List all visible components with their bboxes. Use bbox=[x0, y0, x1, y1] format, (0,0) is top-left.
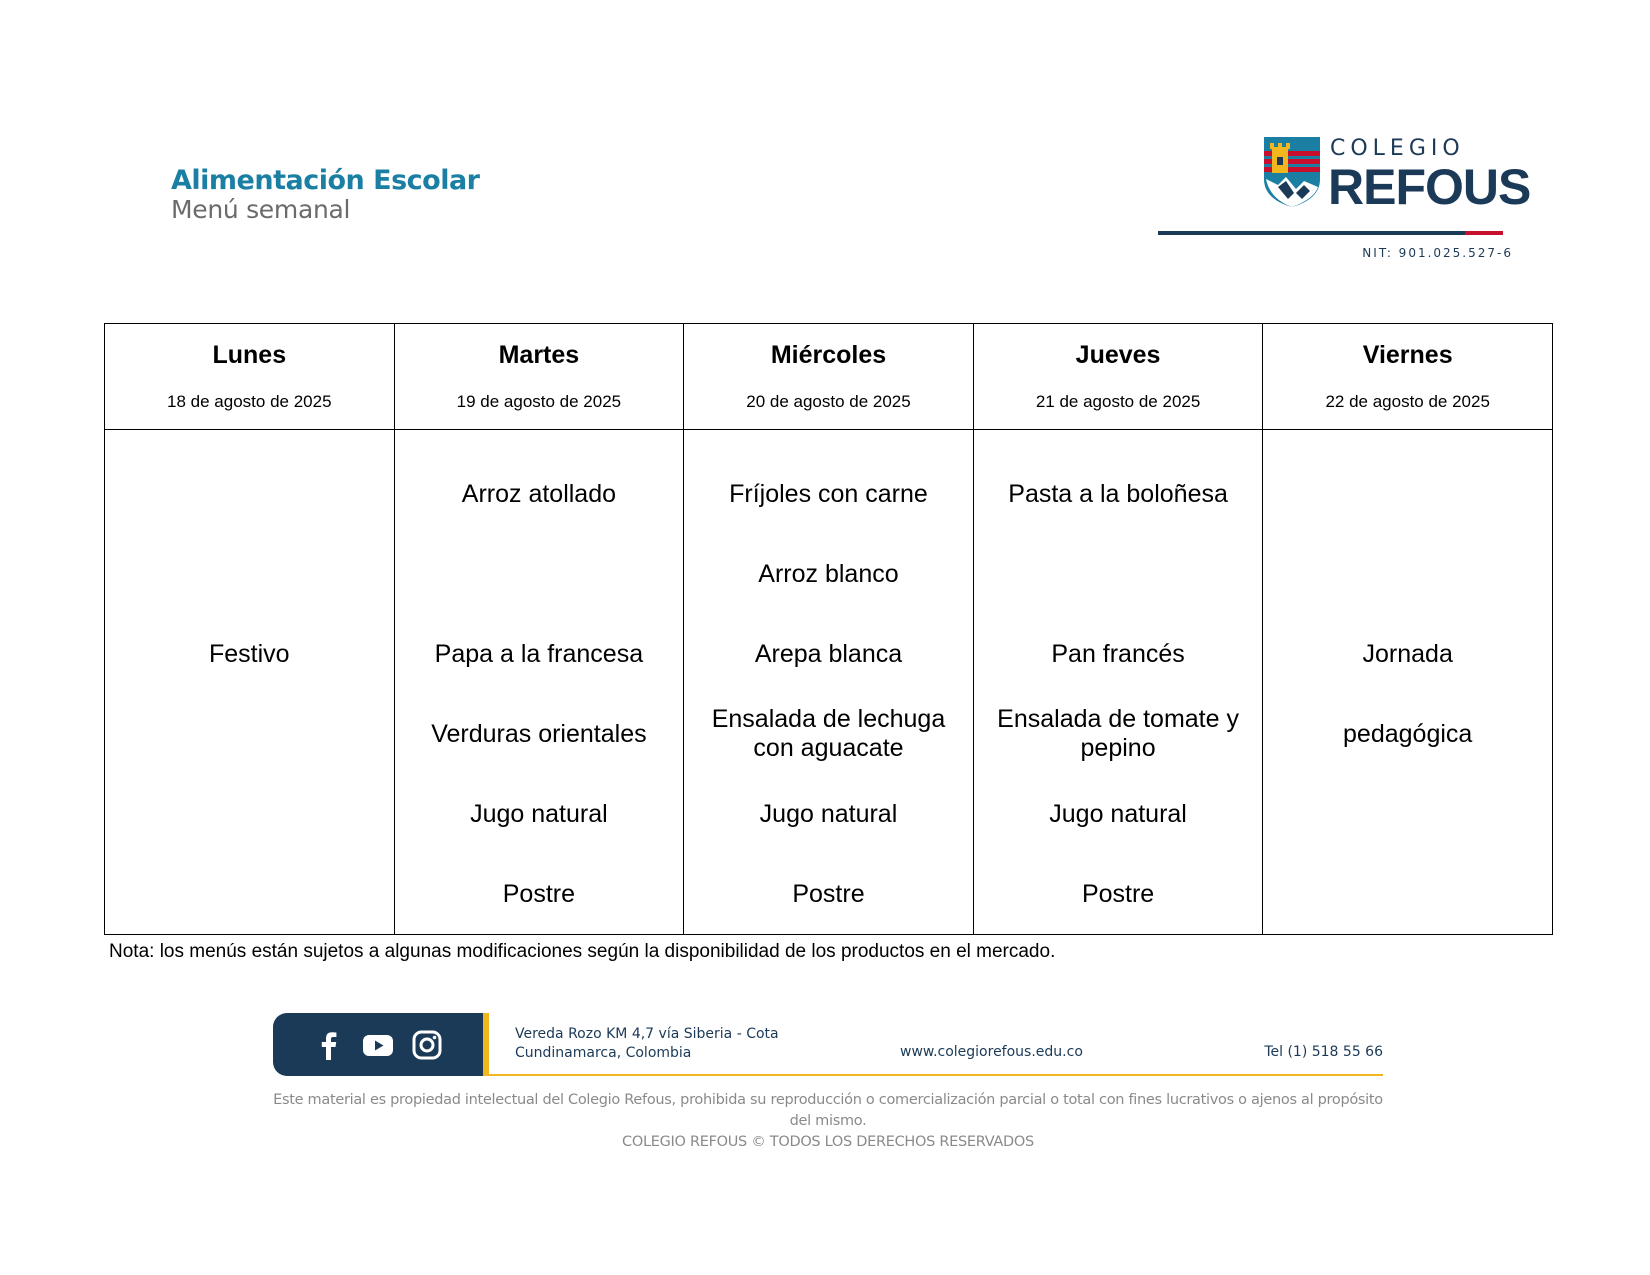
menu-item: pedagógica bbox=[1343, 719, 1473, 748]
menu-item: Pan francés bbox=[1051, 639, 1185, 668]
menu-item bbox=[982, 534, 1255, 614]
address-line: Cundinamarca, Colombia bbox=[515, 1045, 692, 1061]
menu-item: Jornada bbox=[1362, 639, 1453, 668]
menu-item: Pasta a la boloñesa bbox=[1008, 479, 1228, 508]
menu-item: Festivo bbox=[209, 639, 290, 668]
address-line: Vereda Rozo KM 4,7 vía Siberia - Cota bbox=[515, 1026, 779, 1042]
menu-item bbox=[113, 694, 386, 774]
day-header-viernes bbox=[1263, 324, 1553, 430]
day-date: 20 de agosto de 2025 bbox=[746, 392, 911, 411]
facebook-icon[interactable] bbox=[313, 1029, 345, 1061]
youtube-icon[interactable] bbox=[362, 1029, 394, 1061]
school-logo bbox=[1158, 134, 1531, 264]
legal-text: Este material es propiedad intelectual del Colegio Refous, prohibida su reproducción o comercialización parcial o total con fines lucrativos o ajenos al propósito del mismo. bbox=[273, 1092, 1383, 1129]
menu-item bbox=[1271, 774, 1544, 854]
menu-item: Fríjoles con carne bbox=[729, 479, 928, 508]
menu-cell-jueves bbox=[973, 430, 1263, 935]
menu-item bbox=[1271, 454, 1544, 534]
legal-notice bbox=[273, 1090, 1383, 1153]
instagram-icon[interactable] bbox=[411, 1029, 443, 1061]
day-header-jueves bbox=[973, 324, 1263, 430]
menu-item: Ensalada de lechuga con aguacate bbox=[711, 705, 946, 762]
day-name: Jueves bbox=[1075, 341, 1161, 369]
document-title: Alimentación Escolar bbox=[171, 165, 480, 196]
menu-item bbox=[113, 454, 386, 534]
day-date: 18 de agosto de 2025 bbox=[167, 392, 332, 411]
day-name: Lunes bbox=[212, 341, 287, 369]
logo-refous-text: REFOUS bbox=[1328, 159, 1531, 215]
footer-accent bbox=[483, 1013, 489, 1076]
menu-items-row bbox=[105, 430, 1553, 935]
menu-item: Ensalada de tomate y pepino bbox=[997, 705, 1239, 762]
menu-cell-lunes bbox=[105, 430, 395, 935]
menu-item: Jugo natural bbox=[470, 799, 608, 828]
menu-item: Jugo natural bbox=[1049, 799, 1187, 828]
menu-item bbox=[1271, 534, 1544, 614]
day-header-lunes bbox=[105, 324, 395, 430]
website-link[interactable]: www.colegiorefous.edu.co bbox=[900, 1044, 1083, 1060]
social-links bbox=[273, 1013, 483, 1076]
menu-item: Verduras orientales bbox=[431, 719, 647, 748]
day-date: 22 de agosto de 2025 bbox=[1325, 392, 1490, 411]
menu-item: Arepa blanca bbox=[754, 639, 903, 668]
menu-item bbox=[113, 854, 386, 934]
day-name: Miércoles bbox=[770, 341, 887, 369]
menu-cell-martes bbox=[394, 430, 684, 935]
logo-colegio-text: COLEGIO bbox=[1330, 136, 1465, 161]
day-header-miercoles bbox=[684, 324, 974, 430]
day-header-martes bbox=[394, 324, 684, 430]
menu-item bbox=[403, 534, 676, 614]
school-address bbox=[515, 1025, 779, 1063]
menu-cell-viernes bbox=[1263, 430, 1553, 935]
shield-icon bbox=[1264, 137, 1320, 207]
menu-item: Postre bbox=[1081, 879, 1155, 908]
menu-item: Postre bbox=[502, 879, 576, 908]
footer-divider bbox=[489, 1074, 1383, 1076]
phone-number: Tel (1) 518 55 66 bbox=[1264, 1044, 1383, 1060]
menu-item: Arroz blanco bbox=[758, 559, 899, 588]
menu-item bbox=[113, 774, 386, 854]
weekly-menu-table bbox=[104, 323, 1553, 935]
logo-divider bbox=[1158, 231, 1503, 235]
day-name: Viernes bbox=[1362, 341, 1453, 369]
menu-note: Nota: los menús están sujetos a algunas modificaciones según la disponibilidad de los productos en el mercado. bbox=[109, 941, 1056, 962]
menu-item: Jugo natural bbox=[759, 799, 898, 828]
document-title-block bbox=[171, 166, 480, 224]
nit-number: NIT: 901.025.527-6 bbox=[1362, 246, 1513, 260]
day-date: 21 de agosto de 2025 bbox=[1035, 392, 1201, 411]
document-subtitle: Menú semanal bbox=[171, 195, 351, 224]
day-name: Martes bbox=[498, 341, 580, 369]
menu-header-row bbox=[105, 324, 1553, 430]
day-date: 19 de agosto de 2025 bbox=[456, 392, 622, 411]
menu-item: Postre bbox=[792, 879, 865, 908]
menu-item bbox=[1271, 854, 1544, 934]
copyright-text: COLEGIO REFOUS © TODOS LOS DERECHOS RESERVADOS bbox=[622, 1134, 1034, 1150]
menu-cell-miercoles bbox=[684, 430, 974, 935]
footer-contact-bar bbox=[273, 1013, 1383, 1076]
menu-item bbox=[113, 534, 386, 614]
menu-item: Arroz atollado bbox=[461, 479, 617, 508]
menu-item: Papa a la francesa bbox=[434, 639, 644, 668]
